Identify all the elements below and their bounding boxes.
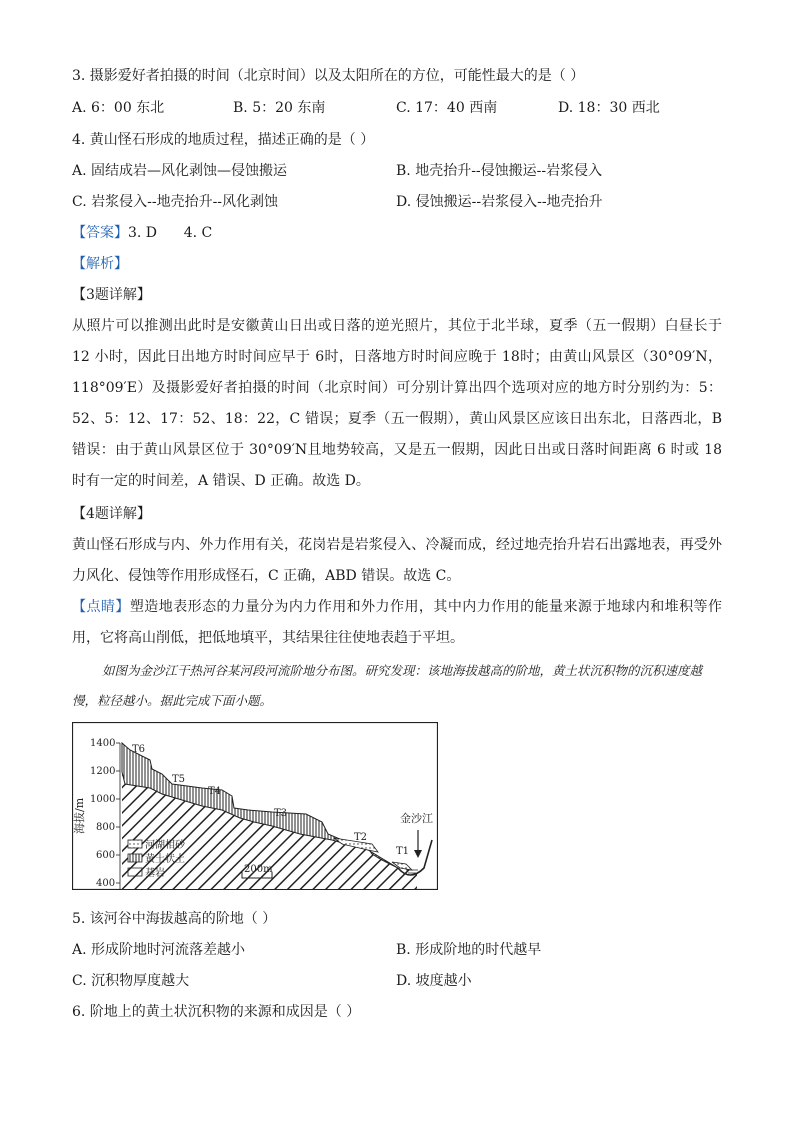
terrace-label-t3: T3	[274, 808, 288, 819]
terrace-label-t1: T1	[396, 846, 410, 857]
legend-label-loess: 黄土状土	[145, 854, 185, 865]
q3-option-b: B. 5：20 东南	[233, 100, 326, 116]
q4-option-d: D. 侵蚀搬运--岩浆侵入--地壳抬升	[396, 194, 603, 210]
y-tick-label: 1400	[90, 738, 116, 749]
river-name-label: 金沙江	[400, 812, 433, 825]
terrace-profile-figure	[72, 722, 438, 890]
q4-option-c: C. 岩浆侵入--地壳抬升--风化剥蚀	[72, 194, 279, 210]
q4-stem: 4. 黄山怪石形成的地质过程，描述正确的是（ ）	[72, 132, 375, 148]
q3-option-a: A. 6：00 东北	[72, 100, 165, 116]
legend-swatch-sand	[128, 840, 142, 848]
y-tick-label: 400	[96, 878, 116, 889]
legend-swatch-bedrock	[128, 868, 142, 876]
y-axis-label: 海拔/m	[73, 797, 86, 834]
y-tick-label: 1200	[90, 766, 116, 777]
y-tick-label: 800	[96, 822, 116, 833]
intro-text: 如图为金沙江干热河谷某河段河流阶地分布图。研究发现：该地海拔越高的阶地，黄土状沉积物的沉积速度越慢，粒径越小。据此完成下面小题。	[72, 663, 703, 708]
q4-option-a: A. 固结成岩—风化剥蚀—侵蚀搬运	[72, 163, 288, 179]
answer-text: 3. D 4. C	[128, 225, 213, 241]
detail-4-text: 黄山怪石形成与内、外力作用有关，花岗岩是岩浆侵入、冷凝而成，经过地壳抬升岩石出露地表，再受外力风化、侵蚀等作用形成怪石，C 正确，ABD 错误。故选 C。	[72, 537, 722, 584]
legend-label-sand: 河湖相砂	[145, 840, 185, 851]
legend-swatch-loess	[128, 854, 142, 862]
q5-option-d: D. 坡度越小	[396, 973, 472, 989]
detail-3-text: 从照片可以推测出此时是安徽黄山日出或日落的逆光照片，其位于北半球，夏季（五一假期）白昼长于 12 小时，因此日出地方时时间应早于 6时，日落地方时时间应晚于 18时；由黄山风景区（30°09′N，118°09′E）及摄影爱好者拍摄的时间（北京时间）可分别计算出四个选项对应的地方时分别约为：5：52、5：12、17：52、18：22，C 错误；夏季（五一假期），黄山风景区应该日出东北，日落西北，B 错误：由于黄山风景区位于 30°09′N且地势较高，又是五一假期，因此日出或日落时间距离 6 时或 18 时有一定的时间差，A 错误、D 正确。故选 D。	[72, 318, 722, 489]
answer-tag: 【答案】	[72, 225, 128, 241]
tip-tag: 【点睛】	[72, 599, 130, 615]
q4-option-b: B. 地壳抬升--侵蚀搬运--岩浆侵入	[396, 163, 603, 179]
detail-4-tag: 【4题详解】	[72, 506, 151, 522]
q3-option-d: D. 18：30 西北	[558, 100, 660, 116]
detail-3-tag: 【3题详解】	[72, 287, 151, 303]
legend-label-bedrock: 基岩	[145, 868, 165, 879]
q3-option-c: C. 17：40 西南	[396, 100, 498, 116]
q5-option-a: A. 形成阶地时河流落差越小	[72, 942, 246, 958]
q6-stem: 6. 阶地上的黄土状沉积物的来源和成因是（ ）	[72, 1004, 361, 1020]
q3-stem: 3. 摄影爱好者拍摄的时间（北京时间）以及太阳所在的方位，可能性最大的是（ ）	[72, 68, 585, 84]
q5-option-b: B. 形成阶地的时代越早	[396, 942, 542, 958]
terrace-label-t4: T4	[208, 786, 222, 797]
y-tick-label: 1000	[90, 794, 116, 805]
q5-option-c: C. 沉积物厚度越大	[72, 973, 190, 989]
analysis-tag: 【解析】	[72, 256, 128, 272]
scale-bar-label: 200m	[244, 864, 273, 875]
q5-stem: 5. 该河谷中海拔越高的阶地（ ）	[72, 911, 277, 927]
answer-line	[72, 223, 212, 243]
tip-text: 塑造地表形态的力量分为内力作用和外力作用，其中内力作用的能量来源于地球内和堆积等作用，它将高山削低，把低地填平，其结果往往使地表趋于平坦。	[72, 599, 723, 646]
y-tick-label: 600	[96, 850, 116, 861]
terrace-label-t6: T6	[132, 744, 146, 755]
terrace-label-t5: T5	[172, 774, 186, 785]
tip-paragraph	[72, 592, 722, 654]
terrace-label-t2: T2	[354, 832, 368, 843]
